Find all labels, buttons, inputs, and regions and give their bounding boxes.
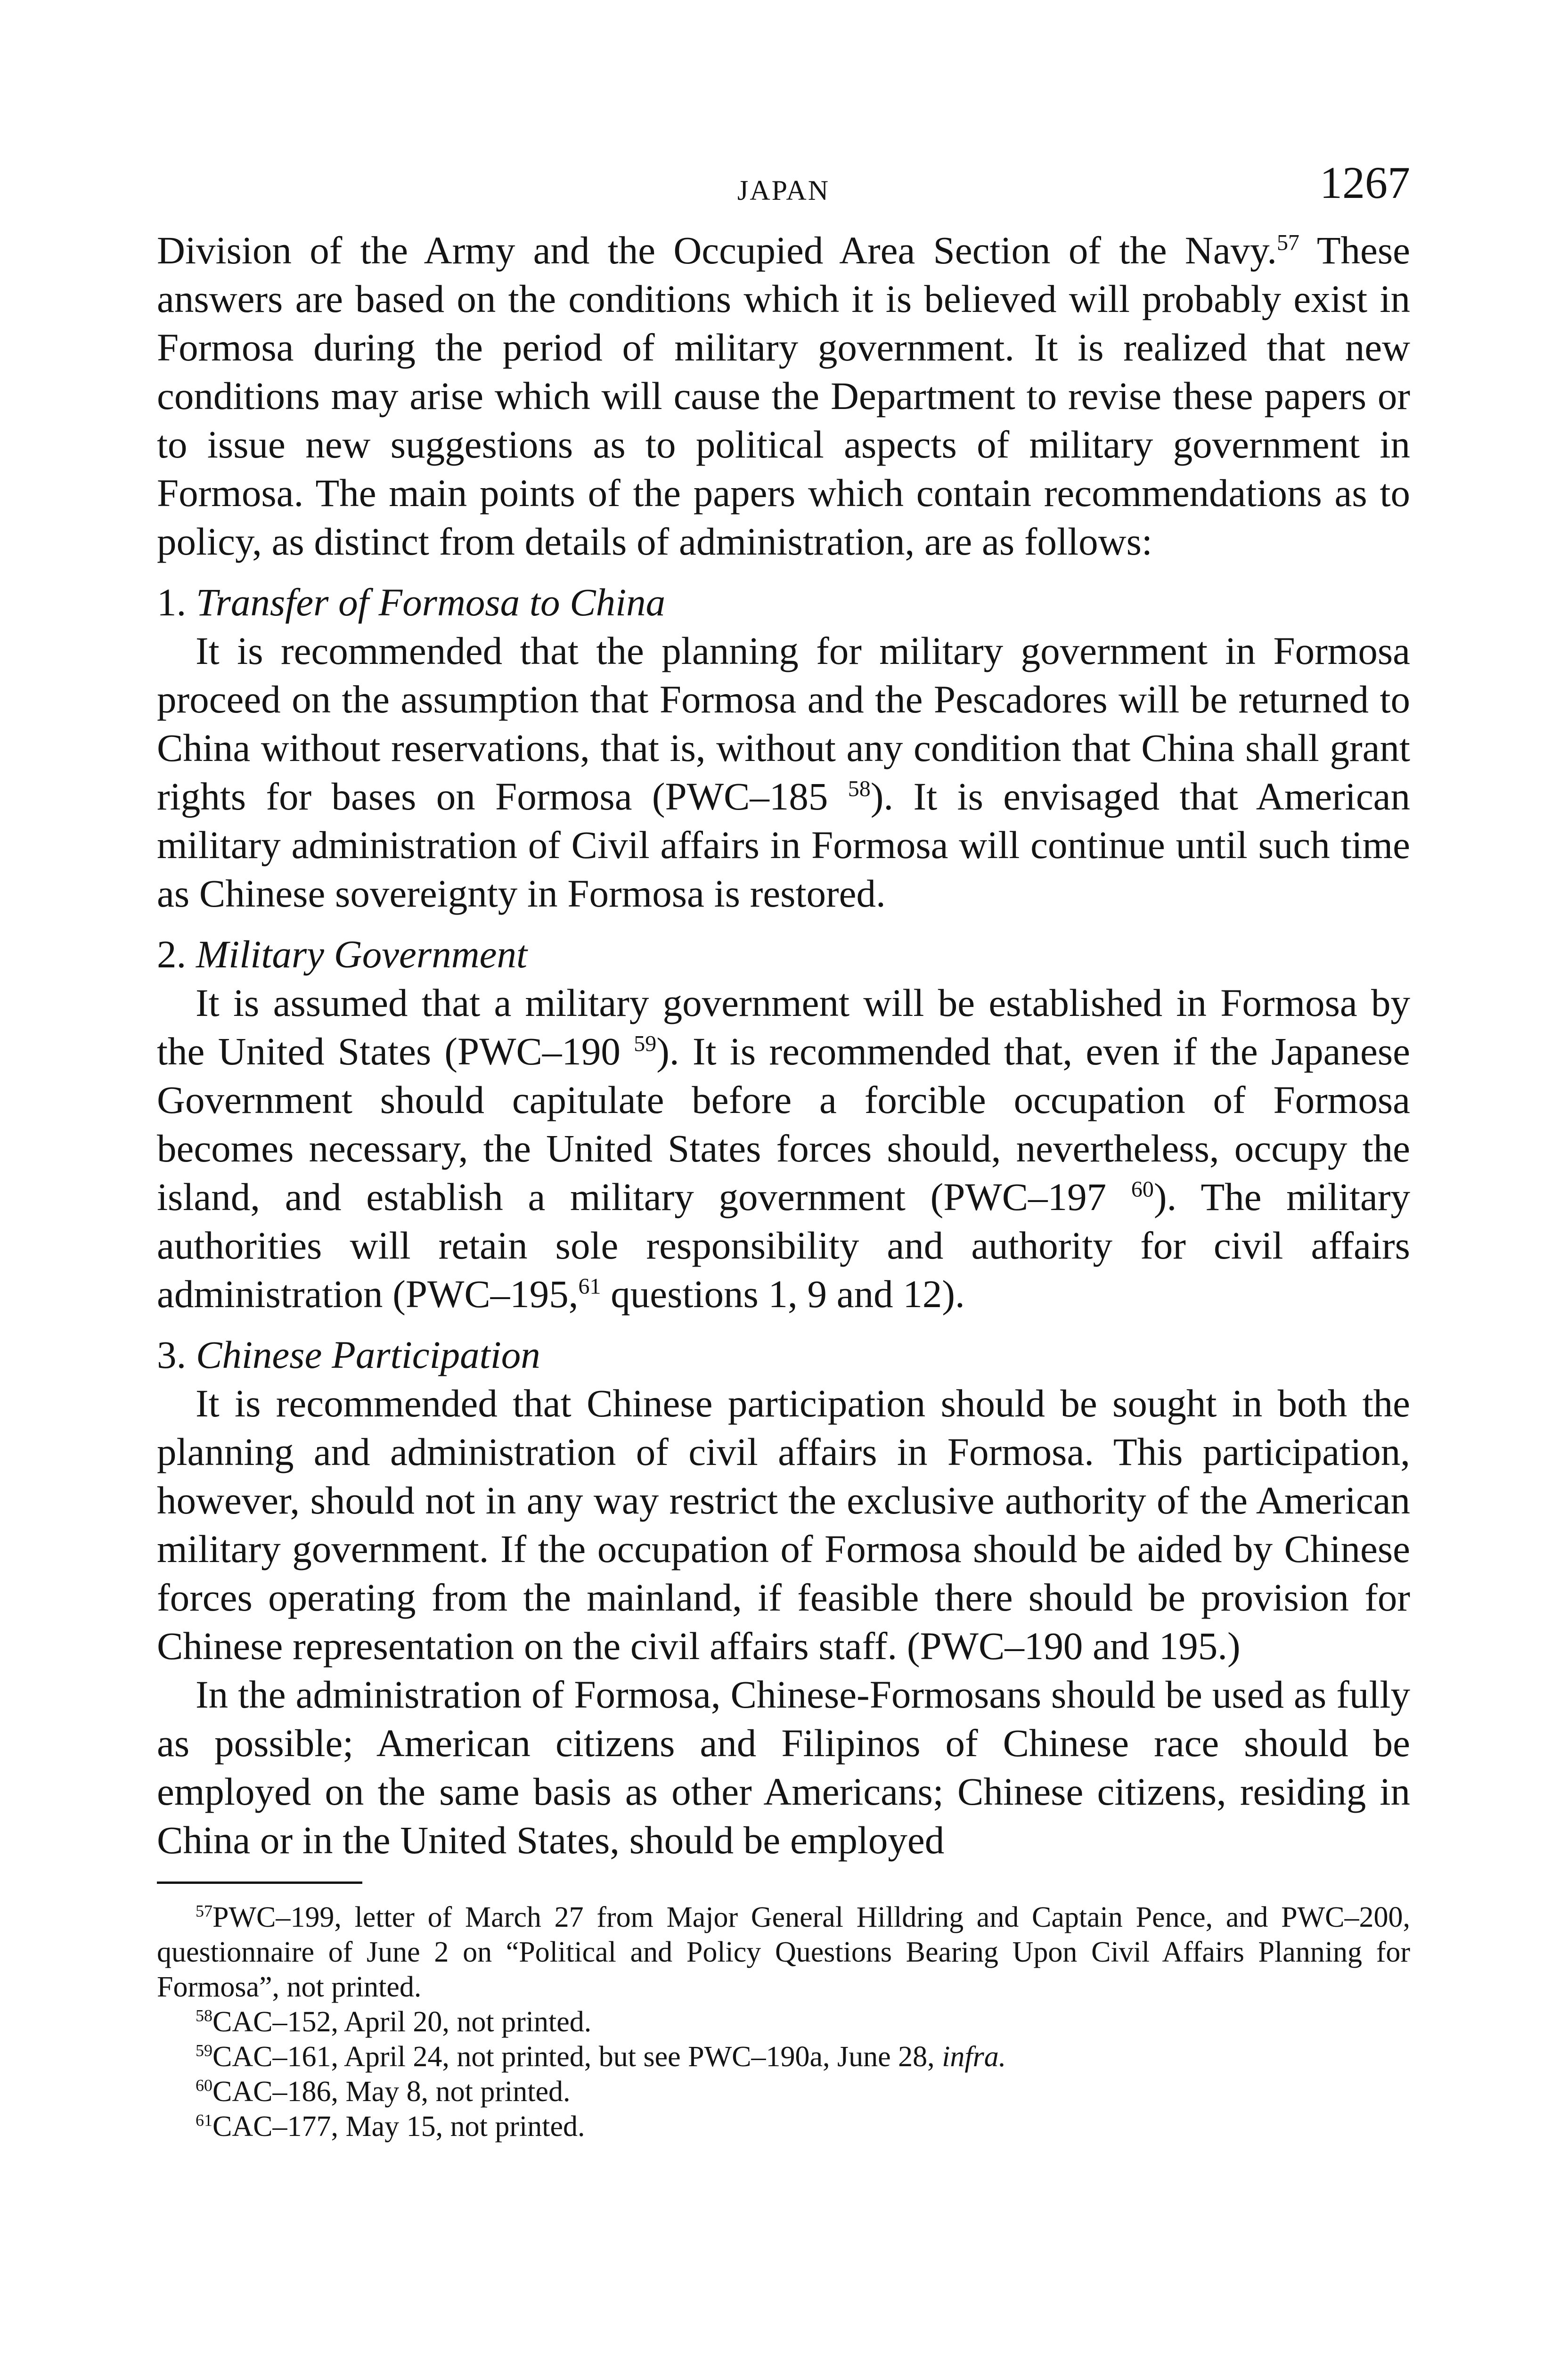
footnote-italic-text: infra. xyxy=(942,2041,1006,2073)
footnote-text: CAC–161, April 24, not printed, but see PWC–190a, June 28, xyxy=(212,2041,942,2073)
footnote-60 xyxy=(157,2074,1410,2109)
footnote-57 xyxy=(157,1900,1410,2004)
section-1-paragraph xyxy=(157,627,1410,918)
page-number: 1267 xyxy=(1320,157,1410,208)
section-3-paragraph-2: In the administration of Formosa, Chinese-Formosans should be used as fully as possible; American citizens and Filipinos of Chinese race should be employed on the same basis as other Americans; Chinese citizens, residing in China or in the United States, should be employed xyxy=(157,1673,1410,1862)
footnote-ref-57[interactable]: 57 xyxy=(1277,230,1300,255)
paragraph-text: ). It is recommended that, even if the Japanese Government should capitulate before a forcible occupation of Formosa becomes necessary, the United States forces should, nevertheless, occupy the island, and establish a military government (PWC–197 xyxy=(157,1030,1410,1219)
running-header xyxy=(157,157,1410,217)
footnotes xyxy=(157,1900,1410,2144)
footnote-ref-60[interactable]: 60 xyxy=(1131,1177,1154,1202)
footnote-ref-61[interactable]: 61 xyxy=(578,1274,601,1299)
footnote-marker: 61 xyxy=(196,2111,212,2130)
footnote-59 xyxy=(157,2039,1410,2074)
paragraph-text: ). The military authorities will retain sole responsibility and authority for civil affairs administration (PWC–195, xyxy=(157,1175,1410,1316)
section-number: 1. xyxy=(157,581,196,624)
section-3-paragraph-1: It is recommended that Chinese participation should be sought in both the planning and administration of civil affairs in Formosa. This participation, however, should not in any way restrict the exclusive authority of the American military government. If the occupation of Formosa should be aided by Chinese forces operating from the mainland, if feasible there should be provision for Chinese representation on the civil affairs staff. (PWC–190 and 195.) xyxy=(157,1382,1410,1668)
section-heading-3 xyxy=(157,1331,1410,1379)
section-2-paragraph xyxy=(157,979,1410,1318)
section-heading-2 xyxy=(157,930,1410,979)
footnote-divider xyxy=(157,1882,362,1884)
footnote-ref-59[interactable]: 59 xyxy=(634,1031,657,1056)
intro-text: Division of the Army and the Occupied Area Section of the Navy. xyxy=(157,229,1277,272)
footnote-ref-58[interactable]: 58 xyxy=(848,776,871,802)
intro-text-rest: These answers are based on the conditions which it is believed will probably exist in Formosa during the period of military government. It is realized that new conditions may arise which will cause the Department to revise these papers or to issue new suggestions as to political aspects of military government in Formosa. The main points of the papers which contain recommendations as to policy, as distinct from details of administration, are as follows: xyxy=(157,229,1410,563)
section-title: Chinese Participation xyxy=(196,1333,540,1376)
footnote-marker: 57 xyxy=(196,1901,212,1921)
paragraph-text: questions 1, 9 and 12). xyxy=(601,1272,965,1316)
section-number: 3. xyxy=(157,1333,196,1376)
section-title: Military Government xyxy=(196,933,528,976)
footnote-text: PWC–199, letter of March 27 from Major General Hilldring and Captain Pence, and PWC–200, questionnaire of June 2 on “Political and Policy Questions Bearing Upon Civil Affairs Planning for Formosa”, not printed. xyxy=(157,1901,1410,2003)
footnote-text: CAC–152, April 20, not printed. xyxy=(212,2006,592,2038)
section-heading-1 xyxy=(157,578,1410,627)
document-page xyxy=(157,157,1410,2144)
footnote-text: CAC–177, May 15, not printed. xyxy=(212,2111,585,2143)
footnote-marker: 58 xyxy=(196,2006,212,2025)
footnote-marker: 60 xyxy=(196,2076,212,2095)
running-title: JAPAN xyxy=(737,175,830,206)
intro-paragraph xyxy=(157,226,1410,566)
footnote-text: CAC–186, May 8, not printed. xyxy=(212,2076,571,2108)
footnote-58 xyxy=(157,2004,1410,2039)
paragraph-text: It is recommended that the planning for military government in Formosa proceed on the assumption that Formosa and the Pescadores will be returned to China without reservations, that is, without any condition that China shall grant rights for bases on Formosa (PWC–185 xyxy=(157,629,1410,818)
section-title: Transfer of Formosa to China xyxy=(196,581,666,624)
section-number: 2. xyxy=(157,933,196,976)
footnote-61 xyxy=(157,2109,1410,2144)
paragraph-text: It is assumed that a military government will be established in Formosa by the United States (PWC–190 xyxy=(157,981,1410,1073)
footnote-marker: 59 xyxy=(196,2041,212,2060)
paragraph-text: ). It is envisaged that American military administration of Civil affairs in Formosa will continue until such time as Chinese sovereignty in Formosa is restored. xyxy=(157,775,1410,915)
